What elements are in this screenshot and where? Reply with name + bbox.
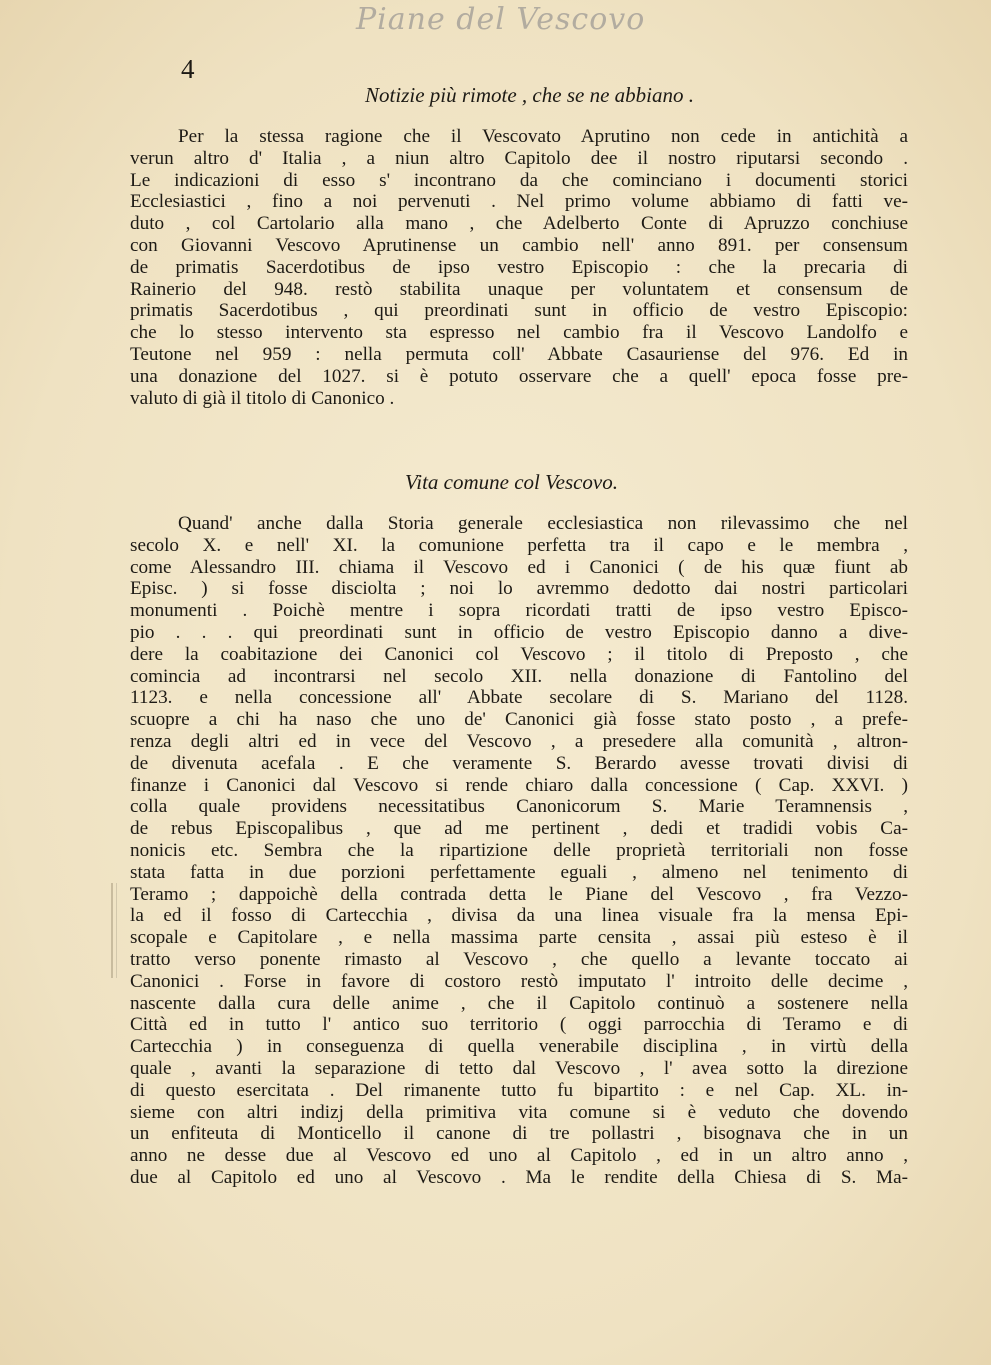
- text-line: anno ne desse due al Vescovo ed uno al Capitolo , ed in un altro anno ,: [130, 1145, 908, 1167]
- text-line: scopale e Capitolare , e nella massima parte censita , assai più esteso è il: [130, 927, 908, 949]
- text-line: Rainerio del 948. restò stabilita unaque per voluntatem et consensum de: [130, 278, 908, 300]
- section-title-notizie: Notizie più rimote , che se ne abbiano .: [365, 83, 694, 107]
- text-line: quale , avanti la separazione di tetto dal Vescovo , l' avea sotto la direzione: [130, 1057, 908, 1079]
- text-line: un enfiteuta di Monticello il canone di tre pollastri , bisognava che in un: [130, 1123, 908, 1145]
- text-line: due al Capitolo ed uno al Vescovo . Ma le rendite della Chiesa di S. Ma-: [130, 1166, 908, 1188]
- text-line: la ed il fosso di Cartecchia , divisa da una linea visuale fra la mensa Epi-: [130, 905, 908, 927]
- page-number: 4: [181, 54, 195, 84]
- text-line: de primatis Sacerdotibus de ipso vestro Episcopio : che la precaria di: [130, 256, 908, 278]
- text-line: Episc. ) si fosse disciolta ; noi lo avremmo dedotto dai nostri particolari: [130, 578, 908, 600]
- text-line: scuopre a chi ha naso che uno de' Canonici già fosse stato posto , a prefe-: [130, 709, 908, 731]
- text-line: Teramo ; dappoichè della contrada detta le Piane del Vescovo , fra Vezzo-: [130, 883, 908, 905]
- text-line: de rebus Episcopalibus , que ad me pertinent , dedi et tradidi vobis Ca-: [130, 818, 908, 840]
- text-line: Quand' anche dalla Storia generale ecclesiastica non rilevassimo che nel: [178, 513, 908, 534]
- text-line: Città ed in tutto l' antico suo territorio ( oggi parrocchia di Teramo e di: [130, 1014, 908, 1036]
- text-line: Canonici . Forse in favore di costoro restò imputato l' introito delle decime ,: [130, 970, 908, 992]
- text-line: de divenuta acefala . E che veramente S. Berardo avesse trovati divisi di: [130, 752, 908, 774]
- text-line: tratto verso ponente rimasto al Vescovo , che quello a levante toccato ai: [130, 948, 908, 970]
- text-line: Cartecchia ) in conseguenza di quella venerabile disciplina , in virtù della: [130, 1036, 908, 1058]
- margin-pencil-mark: [111, 883, 117, 978]
- text-line: comincia ad incontrarsi nel secolo XII. nella donazione di Fantolino del: [130, 665, 908, 687]
- text-line: sieme con altri indizj della primitiva vita comune si è veduto che dovendo: [130, 1101, 908, 1123]
- paragraph-notizie: [130, 126, 908, 409]
- text-line: 1123. e nella concessione all' Abbate secolare di S. Mariano del 1128.: [130, 687, 908, 709]
- text-line: che lo stesso intervento sta espresso nel cambio fra il Vescovo Landolfo e: [130, 322, 908, 344]
- section-title-vita-comune: Vita comune col Vescovo.: [404, 470, 619, 494]
- text-line: stata fatta in due porzioni perfettamente eguali , almeno nel tenimento di: [130, 861, 908, 883]
- text-line: valuto di già il titolo di Canonico .: [130, 387, 395, 409]
- text-line: dere la coabitazione dei Canonici col Vescovo ; il titolo di Preposto , che: [130, 643, 908, 665]
- text-line: di questo esercitata . Del rimanente tutto fu bipartito : e nel Cap. XL. in-: [130, 1079, 908, 1101]
- text-line: Ecclesiastici , fino a noi pervenuti . Nel primo volume abbiamo di fatti ve-: [130, 191, 908, 213]
- handwritten-annotation: Piane del Vescovo: [356, 2, 646, 37]
- text-line: duto , col Cartolario alla mano , che Adelberto Conte di Apruzzo conchiuse: [130, 213, 908, 235]
- text-line: finanze i Canonici dal Vescovo si rende chiaro dalla concessione ( Cap. XXVI. ): [130, 774, 908, 796]
- text-line: primatis Sacerdotibus , qui preordinati sunt in officio de vestro Episcopio:: [130, 300, 908, 322]
- text-line: come Alessandro III. chiama il Vescovo ed i Canonici ( de his quæ fiunt ab: [130, 556, 908, 578]
- text-line: verun altro d' Italia , a niun altro Capitolo dee il nostro riputarsi secondo .: [130, 147, 908, 169]
- text-line: renza degli altri ed in vece del Vescovo , a presedere alla comunità , altron-: [130, 730, 908, 752]
- text-line: con Giovanni Vescovo Aprutinense un cambio nell' anno 891. per consensum: [130, 234, 908, 256]
- text-line: secolo X. e nell' XI. la comunione perfetta tra il capo e le membra ,: [130, 534, 908, 556]
- text-line: Teutone nel 959 : nella permuta coll' Abbate Casauriense del 976. Ed in: [130, 343, 908, 365]
- text-line: una donazione del 1027. si è potuto osservare che a quell' epoca fosse pre-: [130, 365, 908, 387]
- text-line: pio . . . qui preordinati sunt in officio de vestro Episcopio danno a dive-: [130, 621, 908, 643]
- text-line: Le indicazioni di esso s' incontrano da che cominciano i documenti storici: [130, 169, 908, 191]
- text-line: Per la stessa ragione che il Vescovato Aprutino non cede in antichità a: [178, 126, 908, 147]
- text-line: nascente dalla cura delle anime , che il Capitolo continuò a sostenere nella: [130, 992, 908, 1014]
- paragraph-vita-comune: [130, 513, 908, 1189]
- text-line: colla quale providens necessitatibus Canonicorum S. Marie Teramnensis ,: [130, 796, 908, 818]
- text-line: nonicis etc. Sembra che la ripartizione delle proprietà territoriali non fosse: [130, 839, 908, 861]
- text-line: monumenti . Poichè mentre i sopra ricordati tratti de ipso vestro Episco-: [130, 600, 908, 622]
